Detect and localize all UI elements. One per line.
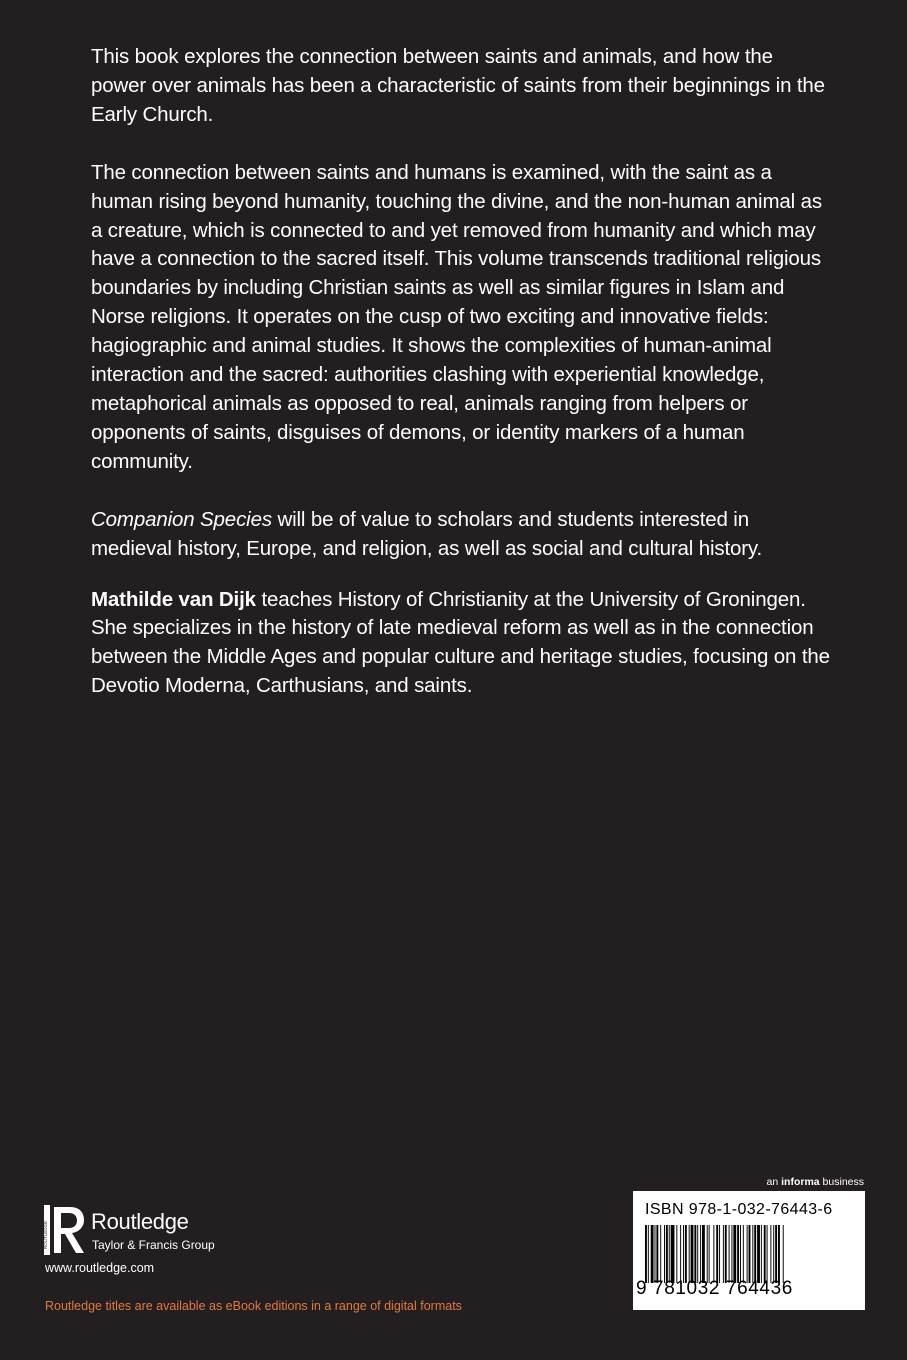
author-name: Mathilde van Dijk: [91, 587, 256, 611]
barcode-bar: [676, 1225, 677, 1283]
barcode-bar: [725, 1225, 727, 1283]
barcode-bar: [757, 1225, 760, 1283]
barcode-bar: [664, 1225, 665, 1283]
barcode-bar: [655, 1225, 656, 1283]
barcode-bar: [702, 1225, 705, 1283]
barcode-bar: [689, 1225, 690, 1283]
audience-text: will be of value to scholars and students interested in medieval history, Europe, and religion, as well as social and cultural history.: [91, 507, 763, 560]
barcode-bar: [737, 1225, 739, 1283]
barcode-bar: [697, 1225, 698, 1283]
barcode-bar: [740, 1225, 741, 1283]
blurb: [91, 43, 831, 730]
book-title-italic: Companion Species: [91, 507, 272, 531]
barcode-digits: 9 781032 764436: [636, 1278, 793, 1299]
barcode-bar: [770, 1225, 771, 1283]
barcode-bar: [764, 1225, 766, 1283]
barcode-bar: [775, 1225, 777, 1283]
barcode-bar: [685, 1225, 687, 1283]
publisher-website: www.routledge.com: [45, 1261, 155, 1275]
barcode-bar: [680, 1225, 681, 1283]
author-bio-text: teaches History of Christianity at the University of Groningen. She specializes in the history of late medieval reform as well as in the connection between the Middle Ages and popular culture and heritage studies, focusing on the Devotio Moderna, Carthusians, and saints.: [91, 587, 830, 698]
routledge-r-mark-icon: [44, 1205, 86, 1255]
barcode-bar: [656, 1225, 658, 1283]
barcode-bar: [752, 1225, 753, 1283]
informa-business-tag: [767, 1176, 864, 1188]
barcode-bar: [691, 1225, 694, 1283]
informa-brand: informa: [781, 1176, 820, 1188]
barcode-bar: [645, 1225, 647, 1283]
barcode-bar: [773, 1225, 774, 1283]
barcode-bar: [754, 1225, 756, 1283]
barcode-bar: [651, 1225, 654, 1283]
blurb-paragraph-main: The connection between saints and humans is examined, with the saint as a human rising beyond humanity, touching the divine, and the non-human animal as a creature, which is connected to and yet removed from humanity and which may have a connection to the sacred itself. This volume transcends traditional religious boundaries by including Christian saints as well as similar figures in Islam and Norse religions. It operates on the cusp of two exciting and innovative fields: hagiographic and animal studies. It shows the complexities of human-animal interaction and the sacred: authorities clashing with experiential knowledge, metaphorical animals as opposed to real, animals ranging from helpers or opponents of saints, disguises of demons, or identity markers of a human community.: [91, 160, 822, 473]
author-bio: [91, 586, 831, 702]
barcode-bar: [729, 1225, 730, 1283]
publisher-group: Taylor & Francis Group: [92, 1238, 215, 1252]
barcode-bar: [683, 1225, 684, 1283]
barcode-bar: [671, 1225, 675, 1283]
barcode-bar: [749, 1225, 751, 1283]
barcode-bar: [666, 1225, 668, 1283]
barcode-bar: [713, 1225, 714, 1283]
barcode-bar: [731, 1225, 732, 1283]
barcode-bar: [694, 1225, 696, 1283]
barcode-bar: [716, 1225, 718, 1283]
barcode-bar: [700, 1225, 701, 1283]
barcode-icon: [645, 1225, 857, 1283]
barcode-bar: [743, 1225, 744, 1283]
barcode-bar: [709, 1225, 710, 1283]
barcode-bar: [660, 1225, 661, 1283]
publisher-name: Routledge: [91, 1209, 189, 1234]
isbn-label: ISBN 978-1-032-76443-6: [645, 1201, 833, 1218]
blurb-paragraph-audience: [91, 506, 831, 564]
barcode-bar: [767, 1225, 768, 1283]
routledge-logo: [44, 1205, 264, 1255]
barcode-bar: [719, 1225, 720, 1283]
informa-prefix: an: [766, 1176, 782, 1188]
barcode-bar: [783, 1225, 784, 1283]
barcode-bar: [723, 1225, 724, 1283]
barcode-bar: [669, 1225, 670, 1283]
isbn-barcode-block: [633, 1191, 865, 1310]
barcode-bar: [747, 1225, 748, 1283]
informa-suffix: business: [819, 1176, 864, 1188]
barcode-bar: [707, 1225, 708, 1283]
barcode-bar: [778, 1225, 780, 1283]
barcode-bar: [733, 1225, 736, 1283]
barcode-bar: [648, 1225, 649, 1283]
logo-side-text: ROUTLEDGE: [43, 1220, 48, 1249]
barcode-bar: [761, 1225, 762, 1283]
blurb-paragraph-intro: This book explores the connection between saints and animals, and how the power over animals has been a characteristic of saints from their beginnings in the Early Church.: [91, 45, 825, 126]
ebook-note: Routledge titles are available as eBook editions in a range of digital formats: [45, 1299, 462, 1313]
